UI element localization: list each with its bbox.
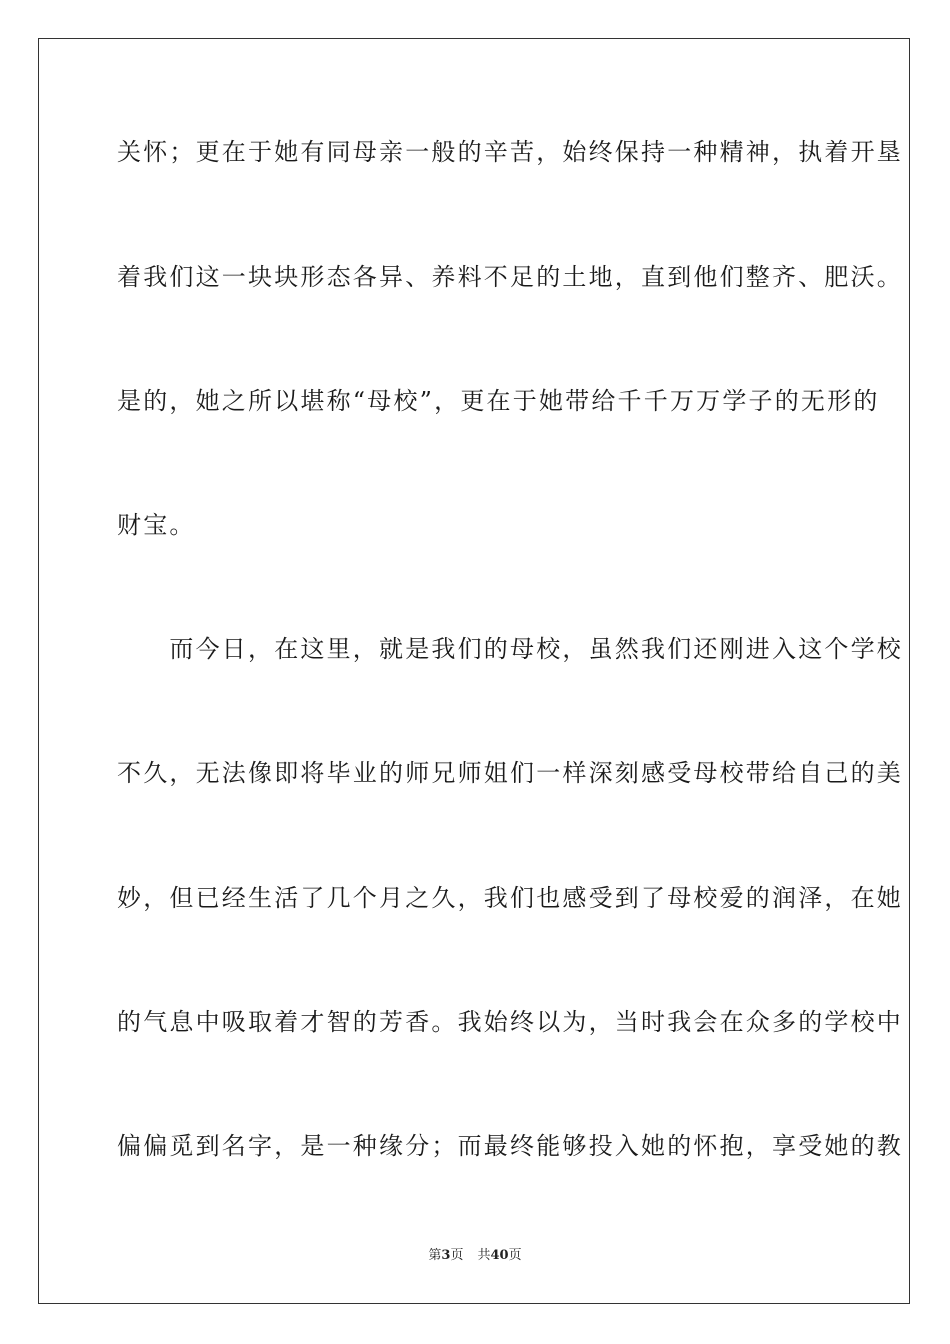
text-line: 的气息中吸取着才智的芳香。我始终以为，当时我会在众多的学校中 [117,1008,903,1036]
page-footer [0,1247,950,1265]
text-line: 是的，她之所以堪称“母校”，更在于她带给千千万万学子的无形的 [117,387,880,415]
text-line: 不久，无法像即将毕业的师兄师姐们一样深刻感受母校带给自己的美 [117,759,903,787]
total-pages: 40 [490,1248,509,1263]
page-prefix: 第 [428,1248,442,1263]
text-line: 偏偏觅到名字，是一种缘分；而最终能够投入她的怀抱，享受她的教 [117,1132,903,1160]
text-line: 而今日，在这里，就是我们的母校，虽然我们还刚进入这个学校 [117,635,903,663]
total-prefix: 共 [477,1248,491,1263]
text-line: 妙，但已经生活了几个月之久，我们也感受到了母校爱的润泽，在她 [117,884,903,912]
total-suffix: 页 [508,1248,522,1263]
page-border [38,38,910,1304]
text-line: 关怀；更在于她有同母亲一般的辛苦，始终保持一种精神，执着开垦 [117,138,903,166]
page-suffix: 页 [450,1248,464,1263]
text-line: 着我们这一块块形态各异、养料不足的土地，直到他们整齐、肥沃。 [117,263,903,291]
page-number: 3 [441,1248,451,1263]
text-line: 财宝。 [117,511,196,539]
